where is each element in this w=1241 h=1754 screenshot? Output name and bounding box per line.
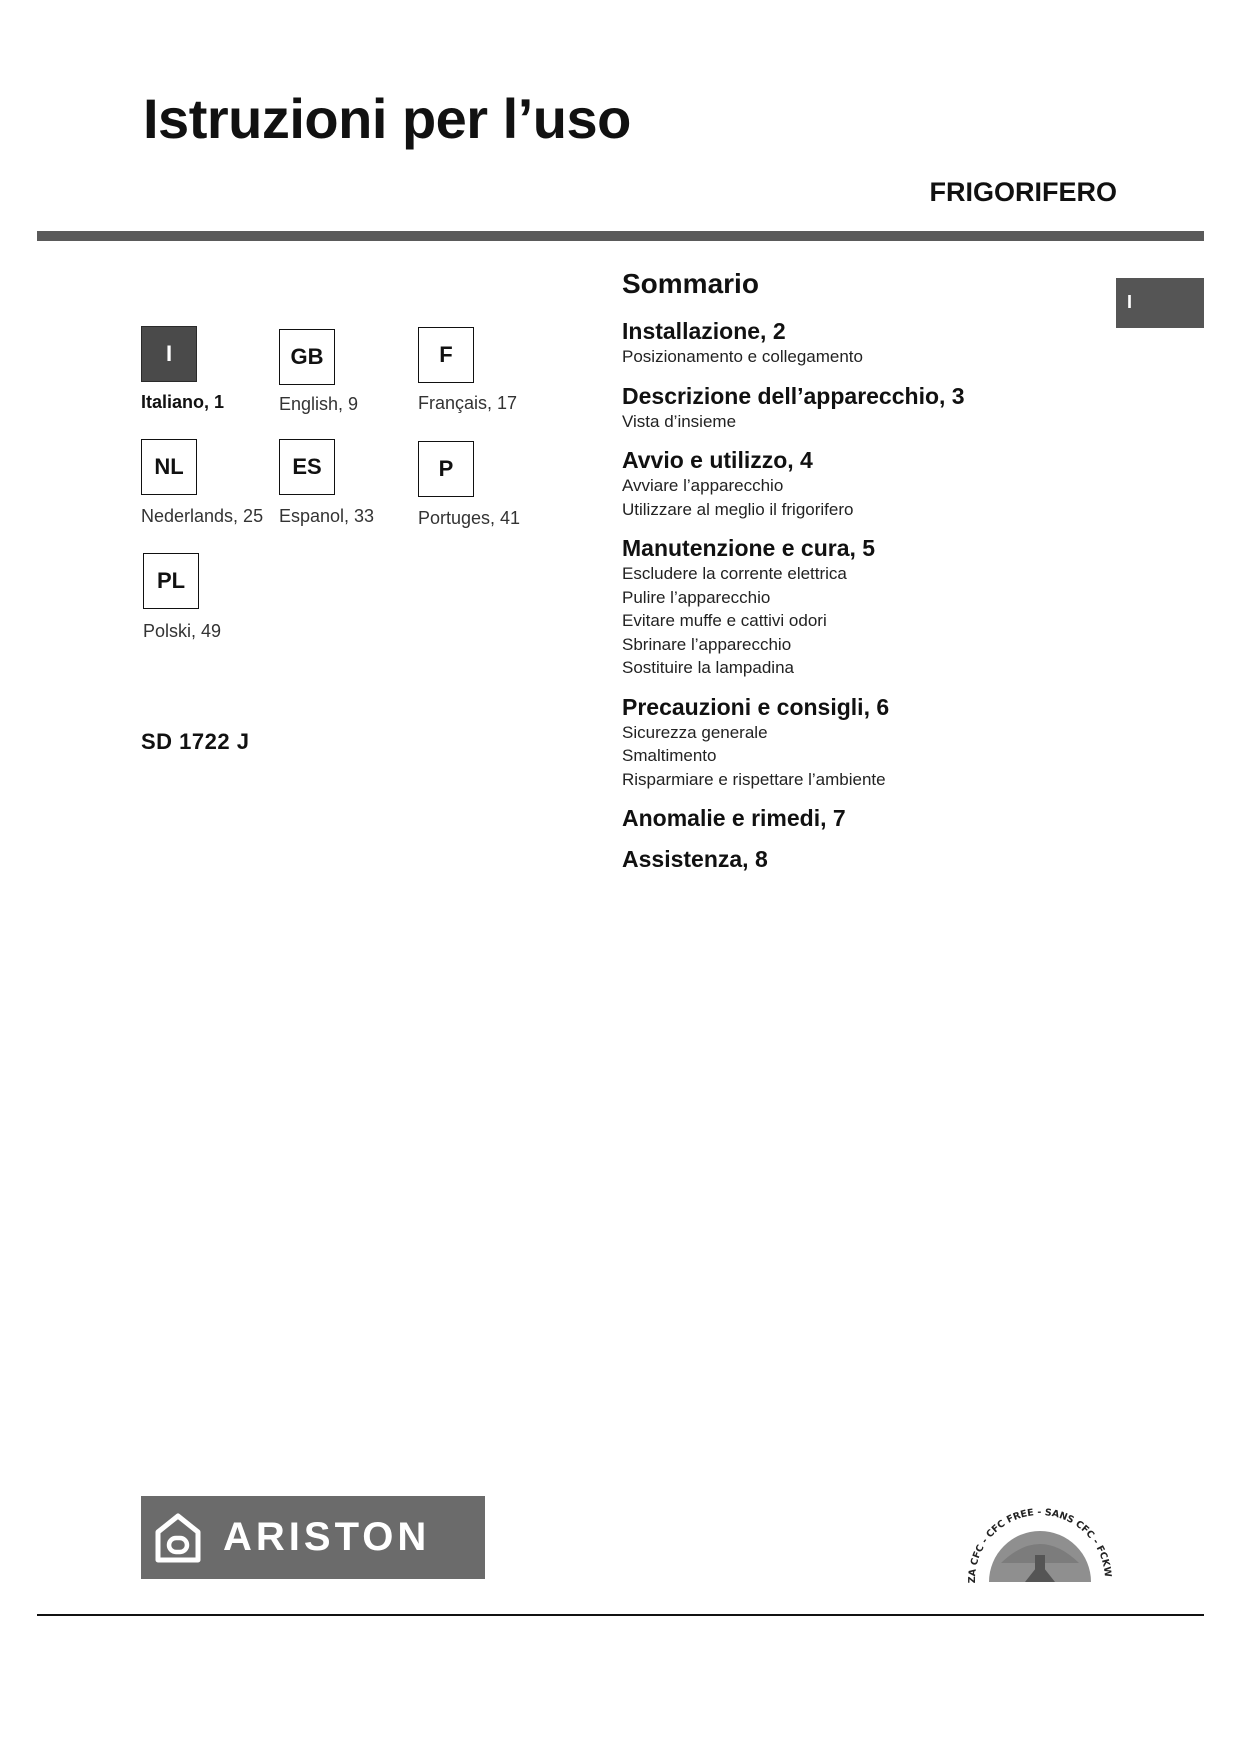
lang-box-francais[interactable]: F — [418, 327, 474, 383]
toc-heading[interactable]: Precauzioni e consigli, 6 — [622, 693, 890, 720]
lang-caption-portuges[interactable]: Portuges, 41 — [418, 508, 521, 528]
toc-item[interactable]: Evitare muffe e cattivi odori — [622, 611, 827, 630]
toc-section-descrizione — [622, 382, 1102, 434]
lang-caption-italiano[interactable]: Italiano, 1 — [141, 392, 225, 412]
toc-heading[interactable]: Avvio e utilizzo, 4 — [622, 447, 813, 473]
model-number: SD 1722 J — [141, 729, 250, 754]
toc-heading[interactable]: Descrizione dell’apparecchio, 3 — [622, 382, 965, 409]
lang-box-english[interactable]: GB — [279, 329, 335, 385]
toc-section-assistenza — [622, 845, 1102, 873]
toc-item[interactable]: Smaltimento — [622, 746, 717, 765]
toc-item[interactable]: Sbrinare l’apparecchio — [622, 634, 792, 654]
lang-box-portuges[interactable]: P — [418, 441, 474, 497]
toc-section-precauzioni — [622, 693, 1102, 792]
toc-heading[interactable]: Manutenzione e cura, 5 — [622, 535, 876, 561]
lang-box-espanol[interactable]: ES — [279, 439, 335, 495]
document-type: FRIGORIFERO — [929, 177, 1117, 207]
lang-caption-polski[interactable]: Polski, 49 — [143, 621, 222, 641]
footer-divider — [37, 1614, 1204, 1616]
table-of-contents — [622, 268, 1102, 886]
toc-section-anomalie — [622, 804, 1102, 832]
lang-box-italiano[interactable]: I — [141, 326, 197, 382]
cfc-free-seal — [955, 1485, 1125, 1595]
toc-item[interactable]: Risparmiare e rispettare l’ambiente — [622, 769, 886, 789]
toc-item[interactable]: Escludere la corrente elettrica — [622, 564, 847, 583]
toc-heading[interactable]: Assistenza, 8 — [622, 846, 768, 872]
header-divider — [37, 231, 1204, 241]
house-icon — [155, 1513, 201, 1563]
lang-caption-espanol[interactable]: Espanol, 33 — [279, 506, 375, 526]
toc-section-manutenzione — [622, 534, 1102, 680]
toc-heading[interactable]: Installazione, 2 — [622, 318, 786, 344]
toc-item[interactable]: Vista d’insieme — [622, 411, 737, 431]
toc-item[interactable]: Posizionamento e collegamento — [622, 347, 863, 366]
lang-box-polski[interactable]: PL — [143, 553, 199, 609]
toc-item[interactable]: Pulire l’apparecchio — [622, 587, 771, 607]
lang-caption-english[interactable]: English, 9 — [279, 394, 359, 414]
ariston-logo — [141, 1496, 485, 1579]
page-title: Istruzioni per l’uso — [143, 87, 631, 150]
toc-heading[interactable]: Anomalie e rimedi, 7 — [622, 805, 846, 831]
lang-caption-francais[interactable]: Français, 17 — [418, 393, 518, 413]
side-language-tab[interactable] — [1116, 278, 1204, 328]
tree-icon — [955, 1485, 1125, 1595]
side-tab-label: I — [1127, 292, 1133, 312]
toc-item[interactable]: Avviare l’apparecchio — [622, 476, 784, 495]
seal-text: ZA CFC - CFC FREE - SANS CFC - FCKW — [966, 1506, 1114, 1584]
lang-box-nederlands[interactable]: NL — [141, 439, 197, 495]
brand-name: ARISTON — [223, 1515, 431, 1559]
toc-item[interactable]: Sicurezza generale — [622, 722, 768, 742]
toc-title: Sommario — [622, 268, 759, 299]
toc-item[interactable]: Utilizzare al meglio il frigorifero — [622, 499, 854, 519]
lang-caption-nederlands[interactable]: Nederlands, 25 — [141, 506, 264, 526]
toc-section-installazione — [622, 317, 1102, 369]
toc-item[interactable]: Sostituire la lampadina — [622, 658, 794, 677]
toc-section-avvio — [622, 446, 1102, 521]
